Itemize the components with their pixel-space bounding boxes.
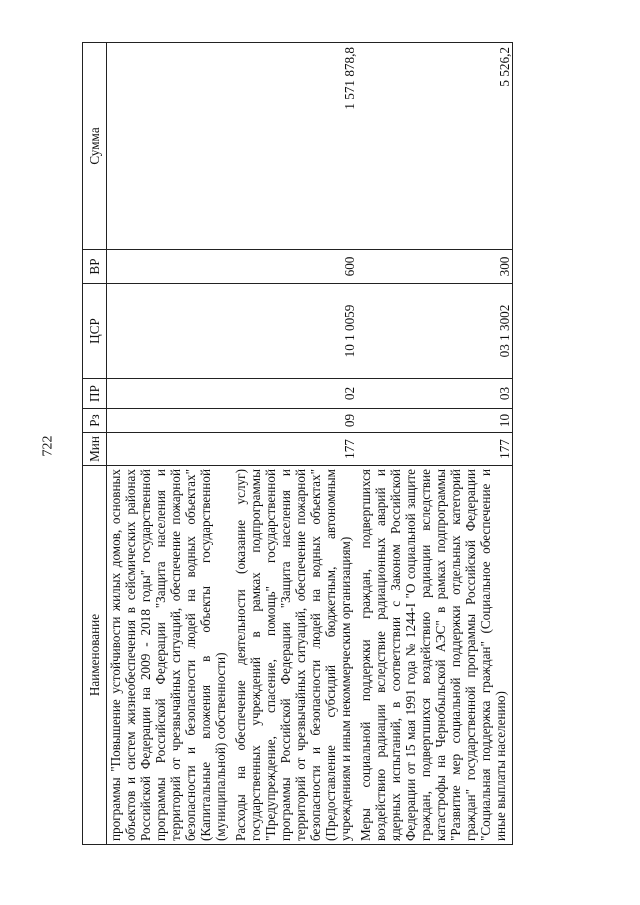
row-sum: 5 526,2 bbox=[357, 43, 513, 250]
row-vr: 300 bbox=[357, 250, 513, 284]
row-rz: 09 bbox=[232, 409, 357, 433]
row-name: Расходы на обеспечение деятельности (оказание услуг) государственных учреждений в рамках подпрограммы "Предупреждение, спасение, помощь" государственной программы Российской Федерации "Защита населения и территорий от чрезвычайных ситуаций, обеспечение пожарной безопасности и безопасности людей на водных объектах" (Предоставление субсидий бюджетным, автономным учреждениям и иным некоммерческим организациям) bbox=[232, 466, 357, 845]
row-name: Меры социальной поддержки граждан, подвергшихся воздействию радиации вследствие радиационных аварий и ядерных испытаний, в соответствии с Законом Российской Федерации от 15 мая 1991 года № 1244-I "О социальной защите граждан, подвергшихся воздействию радиации вследствие катастрофы на Чернобыльской АЭС" в рамках подпрограммы "Развитие мер социальной поддержки отдельных категорий граждан" государственной программы Российской Федерации "Социальная поддержка граждан" (Социальное обеспечение и иные выплаты населению) bbox=[357, 466, 513, 845]
row-name: программы "Повышение устойчивости жилых домов, основных объектов и систем жизнеобеспечения в сейсмических районах Российской Федерации на 2009 - 2018 годы" государственной программы Российской Федерации "Защита населения и территорий от чрезвычайных ситуаций, обеспечение пожарной безопасности и безопасности людей на водных объектах" (Капитальные вложения в объекты государственной (муниципальной) собственности) bbox=[107, 466, 233, 845]
row-csr: 03 1 3002 bbox=[357, 284, 513, 379]
row-sum: 1 571 878,8 bbox=[232, 43, 357, 250]
row-pr bbox=[107, 379, 233, 409]
row-min: 177 bbox=[357, 433, 513, 466]
header-rz: Рз bbox=[83, 409, 107, 433]
row-min: 177 bbox=[232, 433, 357, 466]
row-min bbox=[107, 433, 233, 466]
header-sum: Сумма bbox=[83, 43, 107, 250]
table-row bbox=[107, 43, 233, 845]
row-csr bbox=[107, 284, 233, 379]
row-rz: 10 bbox=[357, 409, 513, 433]
row-sum bbox=[107, 43, 233, 250]
budget-table bbox=[82, 42, 513, 845]
page-number: 722 bbox=[40, 435, 56, 457]
row-vr: 600 bbox=[232, 250, 357, 284]
table-row bbox=[357, 43, 513, 845]
row-csr: 10 1 0059 bbox=[232, 284, 357, 379]
row-vr bbox=[107, 250, 233, 284]
table-header-row bbox=[83, 43, 107, 845]
header-vr: ВР bbox=[83, 250, 107, 284]
header-pr: ПР bbox=[83, 379, 107, 409]
row-rz bbox=[107, 409, 233, 433]
row-pr: 02 bbox=[232, 379, 357, 409]
header-csr: ЦСР bbox=[83, 284, 107, 379]
header-name: Наименование bbox=[83, 466, 107, 845]
row-pr: 03 bbox=[357, 379, 513, 409]
header-min: Мин bbox=[83, 433, 107, 466]
rotated-page-content bbox=[82, 43, 579, 845]
table-row bbox=[232, 43, 357, 845]
